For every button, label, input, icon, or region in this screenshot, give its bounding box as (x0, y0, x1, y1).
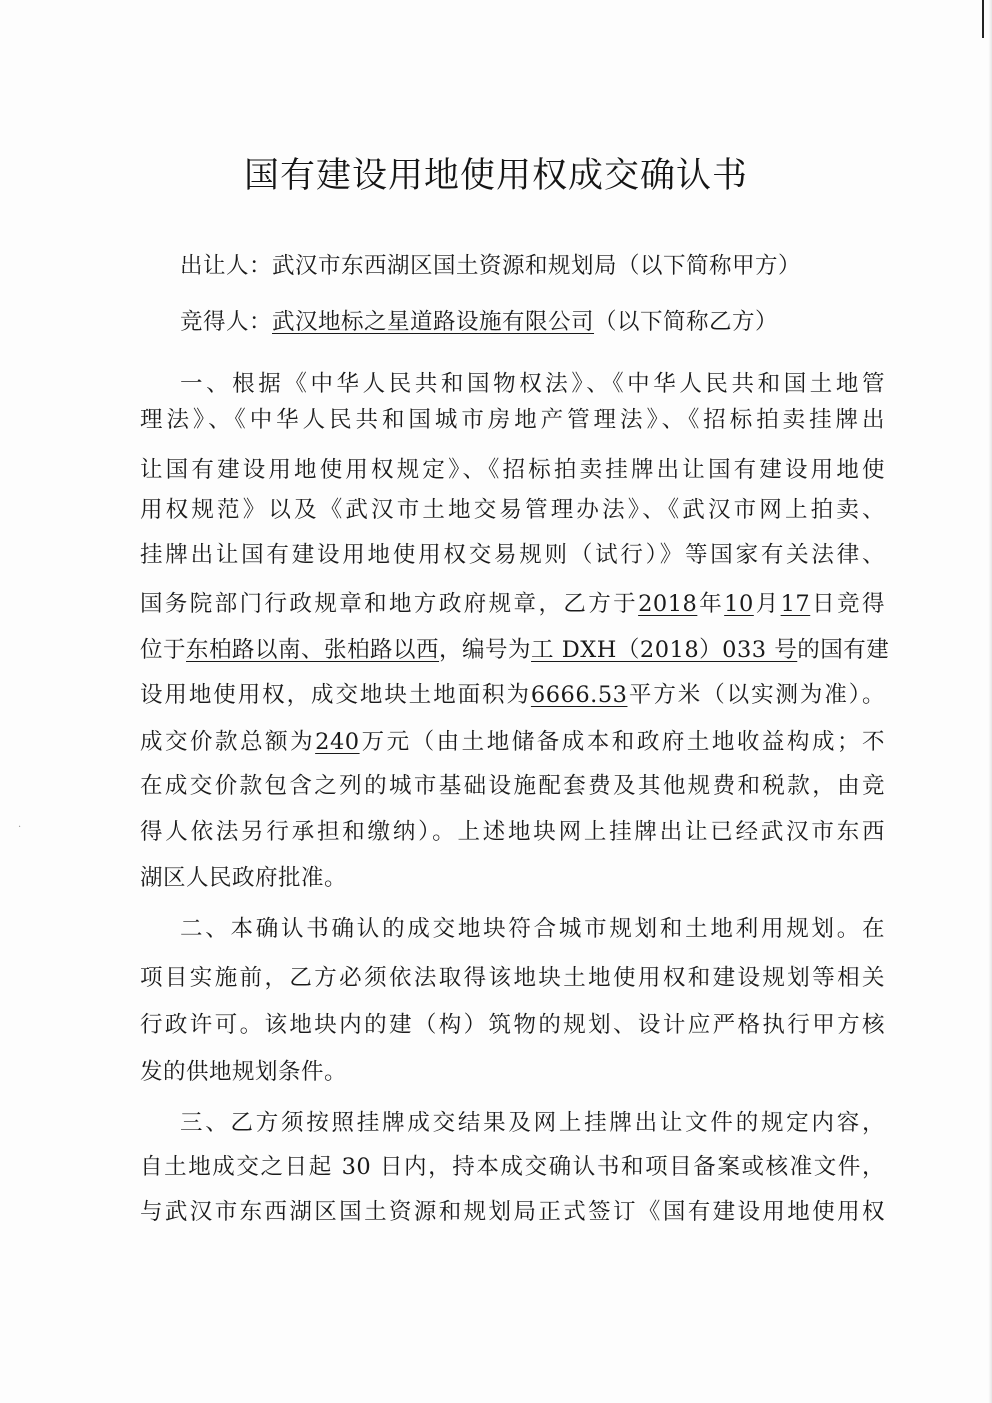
section1-line-11: 得人依法另行承担和缴纳）。上述地块网上挂牌出让已经武汉市东西 (140, 819, 885, 845)
deal-day-unit: 日竞得 (810, 591, 885, 617)
section3-line-1: 三、乙方须按照挂牌成交结果及网上挂牌出让文件的规定内容， (180, 1110, 885, 1136)
bidder-line (180, 306, 925, 338)
section2-line-4: 发的供地规划条件。 (140, 1059, 348, 1085)
deal-year-unit: 年 (697, 591, 725, 617)
transferor-name: 武汉市东西湖区国土资源和规划局 (272, 253, 618, 279)
parcel-location: 东柏路以南、张柏路以西 (186, 637, 440, 663)
parcel-number: 工 DXH（2018）033 号 (531, 637, 798, 663)
scan-edge-mark (982, 0, 984, 38)
section1-line-2: 理法》、《中华人民共和国城市房地产管理法》、《招标拍卖挂牌出 (140, 407, 885, 433)
section2-line-1: 二、本确认书确认的成交地块符合城市规划和土地利用规划。在 (180, 916, 885, 942)
deal-year: 2018 (638, 591, 698, 617)
bidder-label: 竞得人： (180, 309, 273, 335)
section1-line-7-post: 的国有建 (797, 637, 890, 663)
deal-price: 240 (315, 729, 360, 755)
deal-month-unit: 月 (753, 591, 781, 617)
section1-line-5: 挂牌出让国有建设用地使用权交易规则（试行）》等国家有关法律、 (140, 542, 885, 568)
section1-line-8-pre: 设用地使用权，成交地块土地面积为 (140, 682, 531, 708)
transferor-alias: （以下简称甲方） (617, 253, 802, 279)
scan-edge-shadow (988, 0, 992, 1403)
bidder-alias: （以下简称乙方） (594, 309, 779, 335)
parcel-area: 6666.53 (530, 682, 628, 708)
section1-line-7-pre: 位于 (140, 637, 187, 663)
section1-line-7 (140, 634, 890, 666)
bidder-name: 武汉地标之星道路设施有限公司 (272, 309, 595, 335)
section1-line-7-mid: ，编号为 (439, 637, 532, 663)
transferor-label: 出让人： (180, 253, 273, 279)
section1-line-9-post: 万元（由土地储备成本和政府土地收益构成；不 (359, 729, 885, 755)
section2-line-2: 项目实施前，乙方必须依法取得该地块土地使用权和建设规划等相关 (140, 965, 885, 991)
section3-line-2: 自土地成交之日起 30 日内，持本成交确认书和项目备案或核准文件， (140, 1154, 885, 1180)
section1-line-3: 让国有建设用地使用权规定》、《招标拍卖挂牌出让国有建设用地使 (140, 457, 885, 483)
transferor-line (180, 250, 925, 282)
document-title: 国有建设用地使用权成交确认书 (243, 156, 748, 196)
section1-line-10: 在成交价款包含之列的城市基础设施配套费及其他规费和税款，由竞 (140, 773, 885, 799)
section1-line-1: 一、根据《中华人民共和国物权法》、《中华人民共和国土地管 (180, 371, 885, 397)
section1-line-9 (140, 726, 885, 758)
section1-line-6-text: 国务院部门行政规章和地方政府规章，乙方于 (140, 591, 639, 617)
section1-line-4: 用权规范》以及《武汉市土地交易管理办法》、《武汉市网上拍卖、 (140, 497, 885, 523)
section1-line-8-post: 平方米（以实测为准）。 (627, 682, 885, 708)
section3-line-3: 与武汉市东西湖区国土资源和规划局正式签订《国有建设用地使用权 (140, 1199, 885, 1225)
deal-month: 10 (724, 591, 754, 617)
section1-line-6 (140, 588, 885, 620)
section1-line-8 (140, 679, 885, 711)
section2-line-3: 行政许可。该地块内的建（构）筑物的规划、设计应严格执行甲方核 (140, 1012, 885, 1038)
section1-line-9-pre: 成交价款总额为 (140, 729, 316, 755)
section1-line-12: 湖区人民政府批准。 (140, 865, 348, 891)
deal-day: 17 (780, 591, 811, 617)
scan-speck: · (18, 822, 22, 833)
